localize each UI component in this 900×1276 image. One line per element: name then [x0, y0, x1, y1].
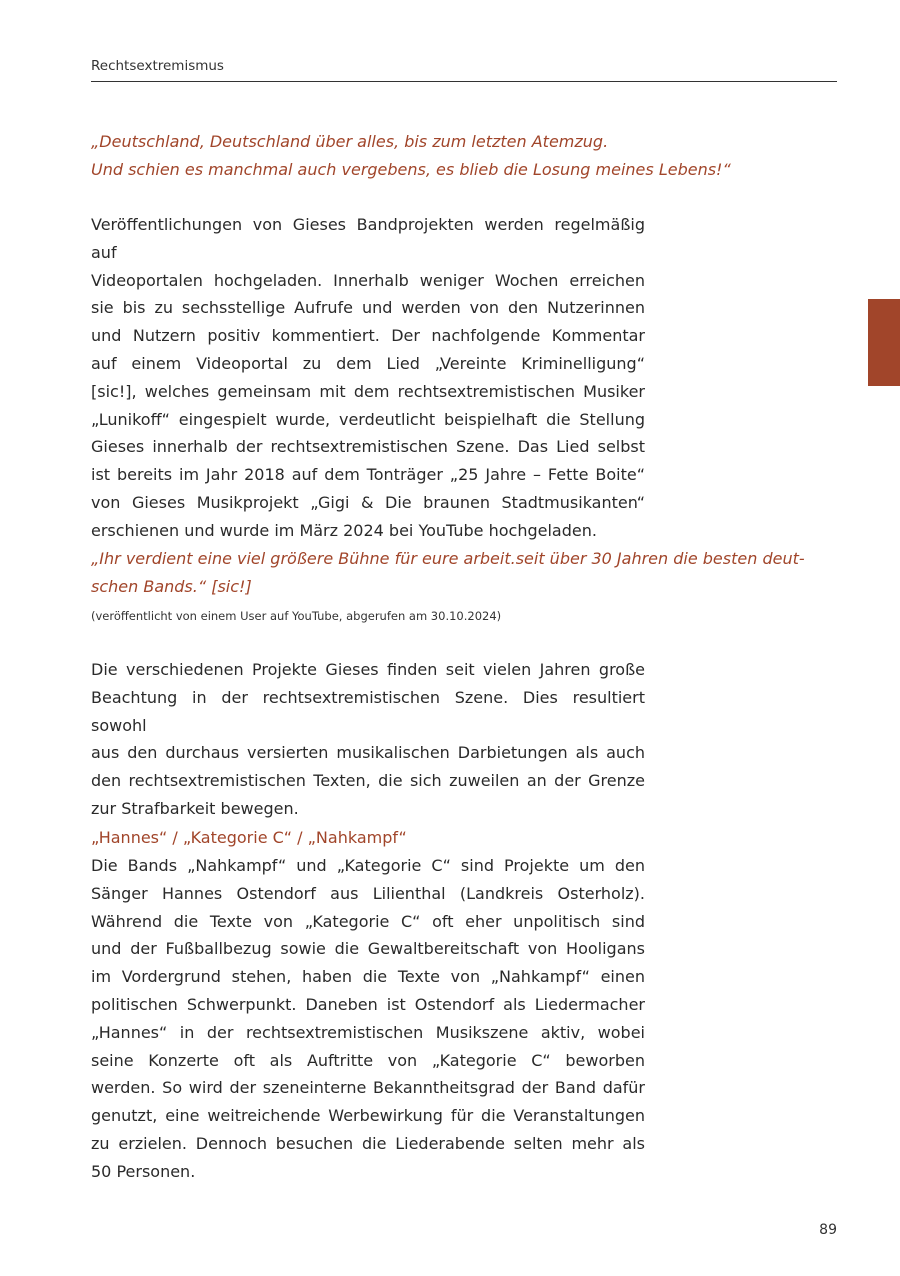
text-line: und der Fußballbezug sowie die Gewaltbereitschaft von Hooligans [91, 939, 645, 959]
body-paragraph-3 [91, 852, 645, 1186]
text-line: Videoportalen hochgeladen. Innerhalb weniger Wochen erreichen [91, 270, 645, 290]
text-line: 50 Personen. [91, 1161, 196, 1181]
text-line: genutzt, eine weitreichende Werbewirkung für die Veranstaltungen [91, 1106, 645, 1126]
text-line: Sänger Hannes Ostendorf aus Lilienthal (Landkreis Osterholz). [91, 883, 645, 903]
text-line: zur Strafbarkeit bewegen. [91, 798, 299, 818]
text-line: und Nutzern positiv kommentiert. Der nachfolgende Kommentar [91, 326, 645, 346]
text-line: [sic!], welches gemeinsam mit dem rechtsextremistischen Musiker [91, 381, 645, 401]
body-paragraph-1 [91, 211, 645, 545]
quote-line: schen Bands.“ [sic!] [91, 577, 252, 596]
text-line: werden. So wird der szeneinterne Bekanntheitsgrad der Band dafür [91, 1078, 645, 1098]
text-line: Die Bands „Nahkampf“ und „Kategorie C“ sind Projekte um den [91, 856, 645, 875]
quote-block-1 [91, 128, 731, 184]
text-line: den rechtsextremistischen Texten, die sich zuweilen an der Grenze [91, 771, 645, 791]
text-line: Beachtung in der rechtsextremistischen Szene. Dies resultiert sowohl [91, 687, 645, 735]
text-line: „Hannes“ in der rechtsextremistischen Musikszene aktiv, wobei [91, 1022, 645, 1042]
text-line: Die verschiedenen Projekte Gieses finden seit vielen Jahren große [91, 660, 645, 679]
quote-line: Und schien es manchmal auch vergebens, es blieb die Losung meines Lebens!“ [91, 160, 731, 179]
chapter-tab-marker [868, 299, 900, 386]
text-line: zu erzielen. Dennoch besuchen die Liederabende selten mehr als [91, 1133, 645, 1153]
text-line: Während die Texte von „Kategorie C“ oft eher unpolitisch sind [91, 911, 645, 931]
quote-source-note: (veröffentlicht von einem User auf YouTube, abgerufen am 30.10.2024) [91, 609, 502, 623]
running-header: Rechtsextremismus [91, 58, 224, 74]
text-line: seine Konzerte oft als Auftritte von „Kategorie C“ beworben [91, 1050, 645, 1070]
text-line: sie bis zu sechsstellige Aufrufe und werden von den Nutzerinnen [91, 298, 645, 318]
text-line: „Lunikoff“ eingespielt wurde, verdeutlicht beispielhaft die Stellung [91, 409, 645, 429]
text-line: auf einem Videoportal zu dem Lied „Vereinte Kriminelligung“ [91, 353, 645, 373]
text-line: Veröffentlichungen von Gieses Bandprojekten werden regelmäßig auf [91, 215, 645, 262]
text-line: aus den durchaus versierten musikalischen Darbietungen als auch [91, 743, 645, 763]
text-line: politischen Schwerpunkt. Daneben ist Ostendorf als Liedermacher [91, 994, 645, 1014]
text-line: von Gieses Musikprojekt „Gigi & Die braunen Stadtmusikanten“ [91, 492, 645, 512]
page-number: 89 [819, 1222, 837, 1238]
section-heading: „Hannes“ / „Kategorie C“ / „Nahkampf“ [91, 828, 407, 847]
text-line: ist bereits im Jahr 2018 auf dem Tonträger „25 Jahre – Fette Boite“ [91, 465, 645, 485]
quote-line: „Deutschland, Deutschland über alles, bis zum letzten Atemzug. [91, 132, 609, 151]
quote-block-2 [91, 545, 805, 601]
text-line: Gieses innerhalb der rechtsextremistischen Szene. Das Lied selbst [91, 437, 645, 457]
quote-line: „Ihr verdient eine viel größere Bühne für eure arbeit.seit über 30 Jahren die besten deut- [91, 549, 805, 568]
body-paragraph-2 [91, 656, 645, 823]
text-line: erschienen und wurde im März 2024 bei YouTube hochgeladen. [91, 520, 597, 540]
header-divider [91, 81, 837, 82]
text-line: im Vordergrund stehen, haben die Texte von „Nahkampf“ einen [91, 967, 645, 987]
